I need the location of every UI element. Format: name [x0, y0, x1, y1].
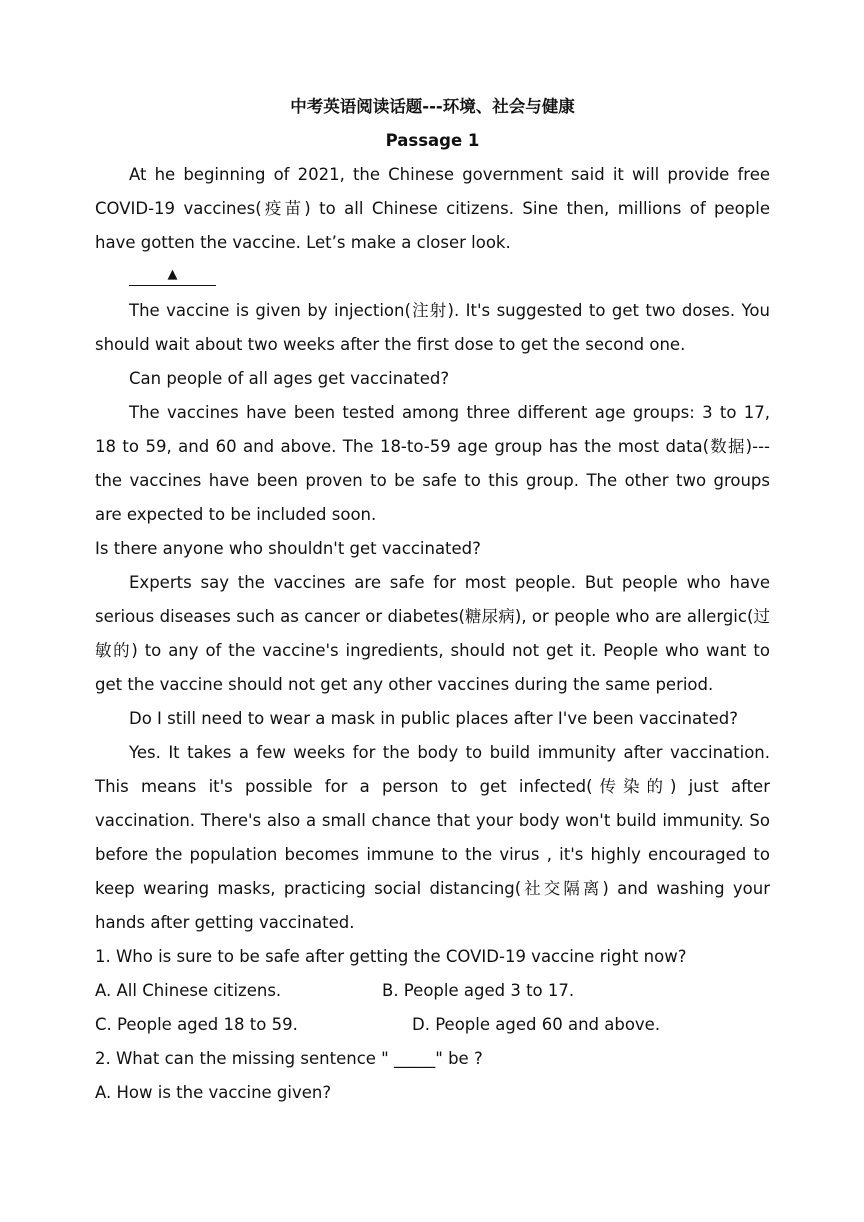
question-1-options-row-1: [95, 974, 770, 1008]
question-1-options-row-2: [95, 1008, 770, 1042]
question-heading-who-shouldnt: Is there anyone who shouldn't get vaccinated?: [95, 539, 481, 558]
paragraph-experts: Experts say the vaccines are safe for most people. But people who have serious diseases such as cancer or diabetes(糖尿病), or people who are allergic(过敏的) to any of the vaccine's ingredients, should not get it. People who want to get the vaccine should not get any other vaccines during the same period.: [95, 573, 770, 694]
question-heading-mask: Do I still need to wear a mask in public places after I've been vaccinated?: [129, 709, 738, 728]
question-heading-ages: Can people of all ages get vaccinated?: [129, 369, 450, 388]
document-page: [95, 90, 770, 1110]
paragraph-immunity: Yes. It takes a few weeks for the body to build immunity after vaccination. This means it's possible for a person to get infected(传染的) just after vaccination. There's also a small chance that your body won't build immunity. So before the population becomes immune to the virus , it's highly encouraged to keep wearing masks, practicing social distancing(社交隔离) and washing your hands after getting vaccinated.: [95, 743, 770, 932]
question-1-stem: 1. Who is sure to be safe after getting the COVID-19 vaccine right now?: [95, 947, 687, 966]
paragraph-intro: At he beginning of 2021, the Chinese government said it will provide free COVID-19 vaccines(疫苗) to all Chinese citizens. Sine then, millions of people have gotten the vaccine. Let’s make a closer look.: [95, 165, 770, 252]
question-2-stem: 2. What can the missing sentence " _____" be ?: [95, 1049, 483, 1068]
question-1-option-c: C. People aged 18 to 59.: [95, 1015, 298, 1034]
question-1-option-a: A. All Chinese citizens.: [95, 981, 282, 1000]
paragraph-injection: The vaccine is given by injection(注射). It's suggested to get two doses. You should wait about two weeks after the first dose to get the second one.: [95, 301, 770, 354]
missing-sentence-blank: [95, 260, 770, 294]
question-1-option-b: B. People aged 3 to 17.: [382, 981, 575, 1000]
question-2-option-a: A. How is the vaccine given?: [95, 1083, 332, 1102]
paragraph-age-groups: The vaccines have been tested among three different age groups: 3 to 17, 18 to 59, and 60 and above. The 18-to-59 age group has the most data(数据)---the vaccines have been proven to be safe to this group. The other two groups are expected to be included soon.: [95, 403, 770, 524]
document-title: 中考英语阅读话题---环境、社会与健康: [290, 97, 575, 116]
question-1-option-d: D. People aged 60 and above.: [412, 1015, 661, 1034]
blank-marker: ▲: [129, 265, 216, 286]
passage-label: Passage 1: [385, 131, 480, 150]
